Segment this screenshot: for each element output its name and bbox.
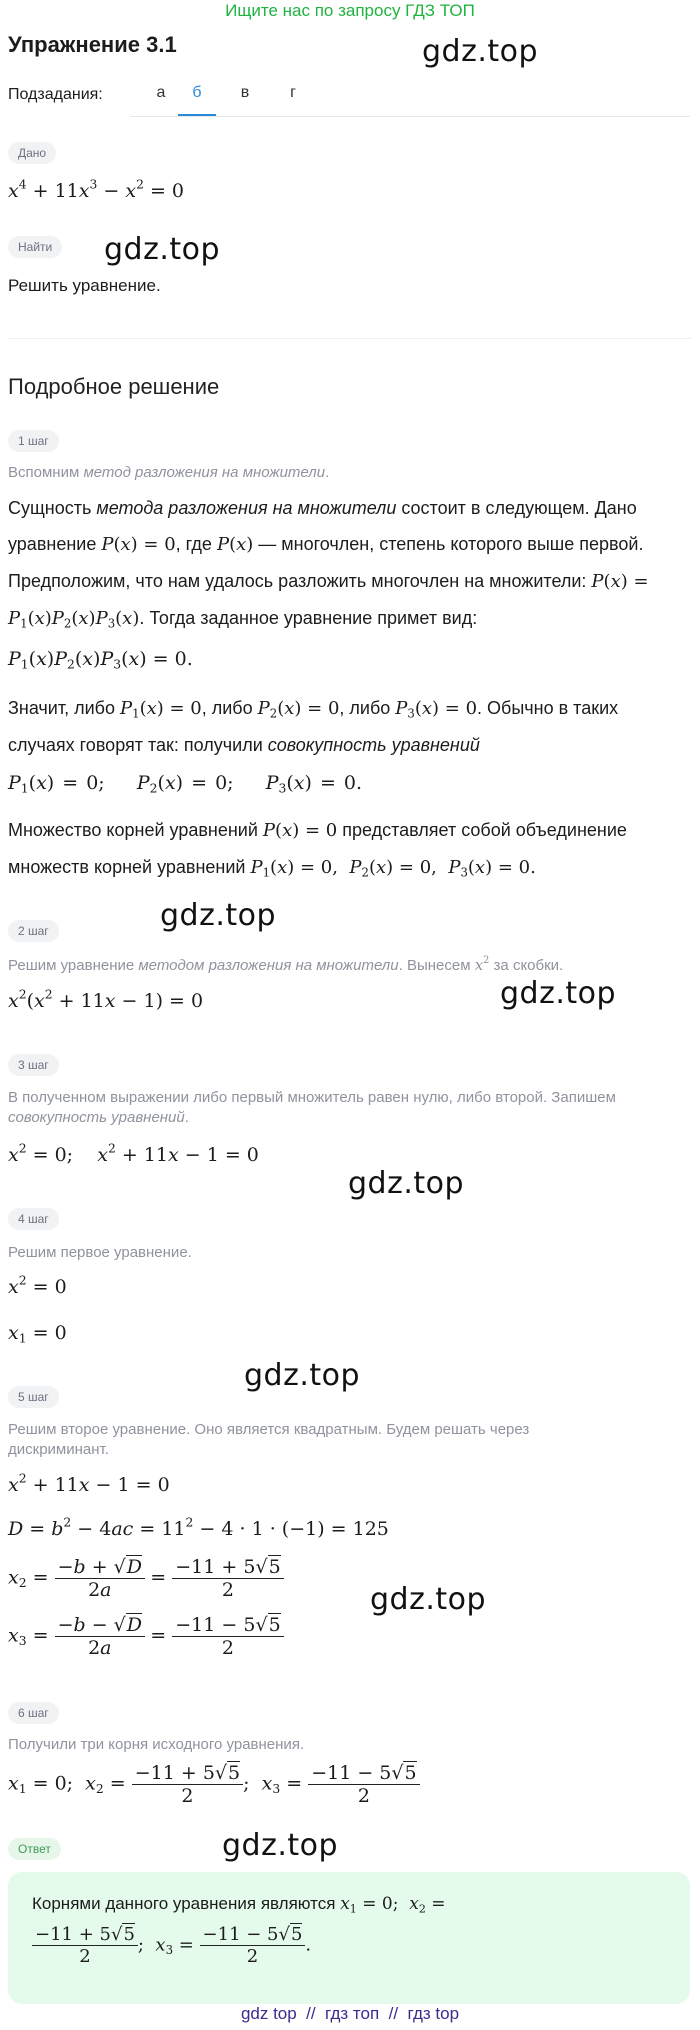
answer-line-2: $\frac{-11 + 5√5}{2}$ ; $x_3$ = $\frac{-11 - 5√5}{2}$ . <box>32 1924 311 1967</box>
divider <box>8 338 692 339</box>
step1-equation: $P_1(x)P_2(x)P_3(x) = 0$. <box>8 648 193 672</box>
answer-box <box>8 1872 690 2004</box>
find-chip: Найти <box>8 236 62 258</box>
step1-system: $P_1(x) = 0$; $P_2(x) = 0$; $P_3(x) = 0$. <box>8 772 363 796</box>
answer-line-1: Корнями данного уравнения являются $x_1 = 0$; $x_2$ = <box>32 1894 446 1916</box>
watermark: gdz.top <box>348 1166 465 1201</box>
step-hint: Решим уравнение методом разложения на множители. Вынесем $x^2$ за скобки. <box>8 955 564 974</box>
subtasks-label: Подзадания: <box>8 86 103 103</box>
solution-title: Подробное решение <box>8 374 220 399</box>
step-hint: Получили три корня исходного уравнения. <box>8 1736 305 1753</box>
subtask-tabs <box>130 78 690 117</box>
step-chip: 6 шаг <box>8 1702 59 1724</box>
tab-a[interactable]: а <box>156 84 166 101</box>
given-chip: Дано <box>8 142 56 164</box>
step-hint: Вспомним метод разложения на множители. <box>8 464 330 481</box>
step5-equation: $x^2 + 11x - 1 = 0$ <box>8 1471 170 1496</box>
watermark: gdz.top <box>244 1358 361 1393</box>
watermark: gdz.top <box>222 1828 339 1863</box>
page-title: Упражнение 3.1 <box>8 32 177 57</box>
tab-g[interactable]: г <box>290 84 296 101</box>
watermark: gdz.top <box>104 232 221 267</box>
step3-system: $x^2 = 0$; $x^2 + 11x - 1 = 0$ <box>8 1141 259 1166</box>
watermark: gdz.top <box>422 34 539 69</box>
step-chip: 5 шаг <box>8 1386 59 1408</box>
watermark: gdz.top <box>160 898 277 933</box>
given-equation: $x^4 + 11x^3 - x^2 = 0$ <box>8 177 185 202</box>
watermark: gdz.top <box>500 976 617 1011</box>
step-chip: 4 шаг <box>8 1208 59 1230</box>
discriminant: $D = b^2 - 4ac = 11^2 - 4 \cdot 1 \cdot (-1) = 125$ <box>8 1515 389 1540</box>
step-chip: 2 шаг <box>8 920 59 942</box>
step-chip: 1 шаг <box>8 430 59 452</box>
root-x3: $x_3$ = $\frac{-b - √D}{2a}$ = $\frac{-11 - 5√5}{2}$ <box>8 1614 284 1659</box>
step-chip: 3 шаг <box>8 1054 59 1076</box>
answer-chip: Ответ <box>8 1838 61 1860</box>
footer-links[interactable]: gdz top // гдз топ // гдз top <box>240 2004 460 2023</box>
top-banner[interactable]: Ищите нас по запросу ГДЗ ТОП <box>225 1 475 20</box>
step-hint: Решим второе уравнение. Оно является квадратным. Будем решать через дискриминант. <box>8 1421 530 1458</box>
step-hint: Решим первое уравнение. <box>8 1244 192 1261</box>
step1-paragraph-3: Множество корней уравнений P(x) = 0 представляет собой объединение множеств корней уравнений $P_1(x) = 0$, $P_2(x) = 0$, $P_3(x) = 0$. <box>8 820 627 880</box>
tab-b[interactable]: б <box>178 84 216 116</box>
step2-equation: $x^2(x^2 + 11x - 1) = 0$ <box>8 987 204 1012</box>
step4-root: $x_1 = 0$ <box>8 1322 67 1346</box>
watermark: gdz.top <box>370 1582 487 1617</box>
root-x2: $x_2$ = $\frac{-b + √D}{2a}$ = $\frac{-11 + 5√5}{2}$ <box>8 1556 284 1601</box>
step1-paragraph-2: Значит, либо $P_1(x) = 0$, либо $P_2(x) = 0$, либо $P_3(x) = 0$. Обычно в таких случаях говорят так: получили совокупность уравнений <box>8 698 619 755</box>
step-hint: В полученном выражении либо первый множитель равен нулю, либо второй. Запишем совокупность уравнений. <box>8 1089 616 1126</box>
tab-v[interactable]: в <box>240 84 250 101</box>
find-text: Решить уравнение. <box>8 276 161 295</box>
step4-equation: $x^2 = 0$ <box>8 1273 67 1298</box>
step1-paragraph: Сущность метода разложения на множители состоит в следующем. Дано уравнение P(x) = 0, где P(x) — многочлен, степень которого выше первой. Предположим, что нам удалось разложить многочлен на множители: P(x) = $P_1(x)P_2(x)P_3(x)$. Тогда заданное уравнение примет вид: <box>8 498 649 631</box>
step6-roots: $x_1 = 0$; $x_2$ = $\frac{-11 + 5√5}{2}$ ; $x_3$ = $\frac{-11 - 5√5}{2}$ <box>8 1762 420 1807</box>
